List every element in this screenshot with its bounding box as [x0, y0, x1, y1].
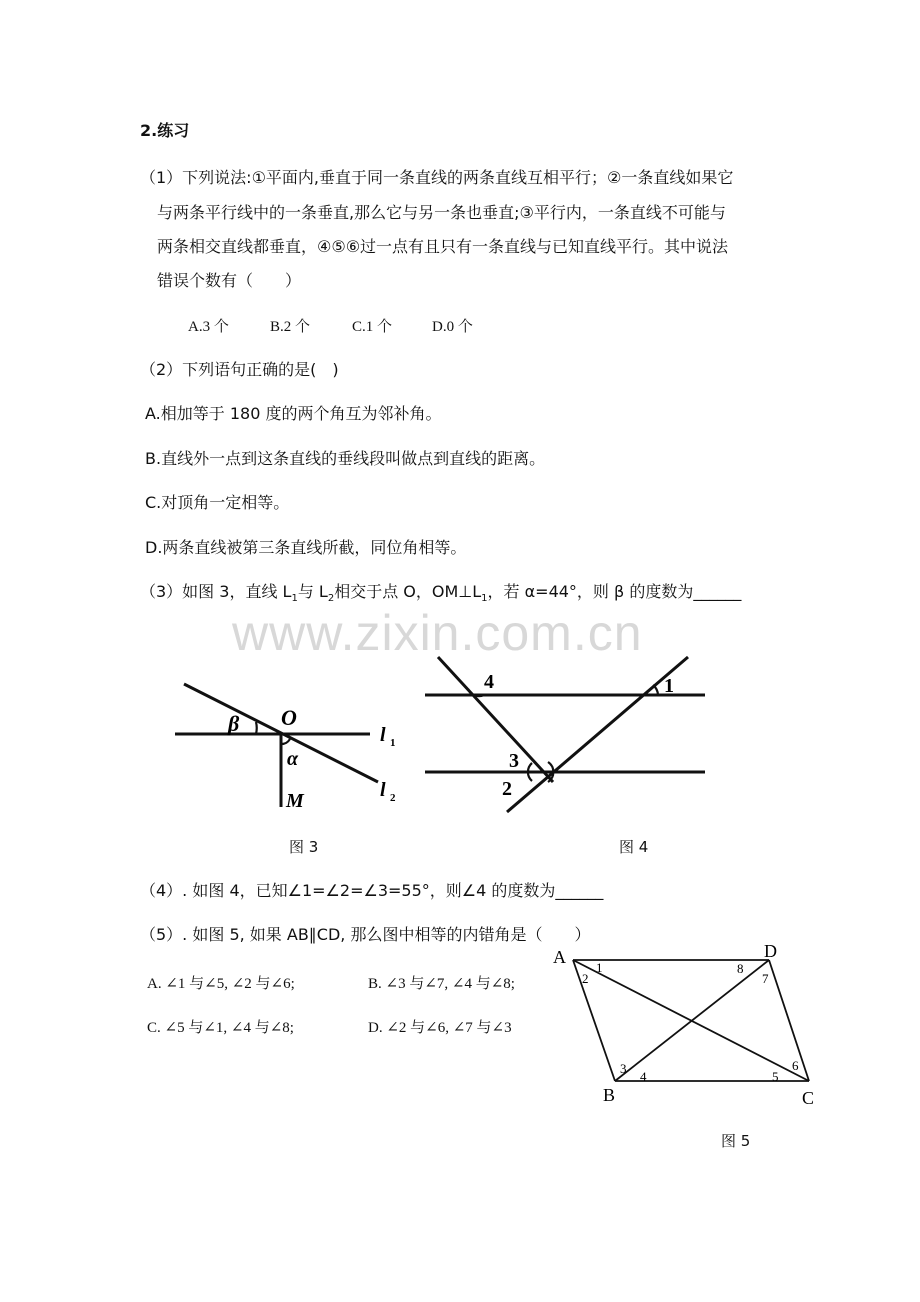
q1-line-4: 错误个数有（ ）: [157, 271, 302, 290]
fig3-label-l1: l: [380, 724, 386, 746]
figure-5: [540, 935, 830, 1115]
q1-option-a: A.3 个: [188, 319, 229, 335]
q1-line-1: （1）下列说法:①平面内,垂直于同一条直线的两条直线互相平行；②一条直线如果它: [140, 168, 734, 187]
q2-stem: （2）下列语句正确的是( ): [140, 360, 339, 379]
fig4-right-transversal: [507, 657, 688, 812]
q2-option-c: C.对顶角一定相等。: [145, 493, 290, 512]
fig5-angle-1: 1: [596, 960, 603, 975]
q5-option-a: A. ∠1 与∠5, ∠2 与∠6;: [147, 976, 295, 992]
fig3-label-l2: l: [380, 779, 386, 801]
fig5-angle-3: 3: [620, 1061, 627, 1076]
q2-option-d: D.两条直线被第三条直线所截，同位角相等。: [145, 538, 467, 557]
fig5-angle-7: 7: [762, 971, 769, 986]
fig3-label-l1-sub: 1: [390, 737, 396, 749]
q1-option-d: D.0 个: [432, 319, 473, 335]
fig5-label-a: A: [553, 947, 566, 967]
section-title: 2.练习: [140, 121, 190, 140]
fig5-angle-5: 5: [772, 1069, 779, 1084]
fig3-label-l2-sub: 2: [390, 792, 396, 804]
fig5-angle-4: 4: [640, 1069, 647, 1084]
q3-stem-part-d: ，若 α=44°，则 β 的度数为______: [487, 582, 742, 601]
q3-sub-2: 2: [327, 593, 335, 605]
q4-stem: （4）. 如图 4，已知∠1=∠2=∠3=55°，则∠4 的度数为______: [140, 881, 604, 900]
watermark: www.zixin.com.cn: [232, 605, 643, 661]
q3-sub-1: 1: [291, 593, 298, 605]
q5-stem: （5）. 如图 5, 如果 AB∥CD, 那么图中相等的内错角是（ ）: [140, 925, 591, 944]
fig4-label-2: 2: [502, 778, 512, 800]
q1-line-3: 两条相交直线都垂直，④⑤⑥过一点有且只有一条直线与已知直线平行。其中说法: [157, 237, 729, 256]
fig4-label-1: 1: [664, 675, 674, 697]
q1-line-2: 与两条平行线中的一条垂直,那么它与另一条也垂直;③平行内，一条直线不可能与: [157, 203, 726, 222]
fig5-label-b: B: [603, 1085, 616, 1105]
q5-option-b: B. ∠3 与∠7, ∠4 与∠8;: [368, 976, 515, 992]
fig3-beta-arc: [256, 722, 257, 734]
fig5-angle-2: 2: [582, 971, 589, 986]
fig5-diagonal-bd: [615, 960, 769, 1081]
figure-3-caption: 图 3: [289, 838, 319, 856]
fig5-angle-6: 6: [792, 1058, 799, 1073]
fig3-label-m: M: [286, 790, 304, 812]
fig3-label-alpha: α: [287, 748, 299, 770]
figure-4: [420, 650, 715, 820]
q3-stem-part-b: 与 L: [297, 582, 328, 601]
figure-3: [170, 675, 410, 825]
fig5-angle-8: 8: [737, 961, 744, 976]
q1-option-c: C.1 个: [352, 319, 393, 335]
q3-stem-part-a: （3）如图 3，直线 L: [140, 582, 292, 601]
q3-stem-part-c: 相交于点 O，OM⊥L: [334, 582, 482, 601]
q5-option-c: C. ∠5 与∠1, ∠4 与∠8;: [147, 1020, 294, 1036]
q1-option-b: B.2 个: [270, 319, 311, 335]
q2-option-a: A.相加等于 180 度的两个角互为邻补角。: [145, 404, 442, 423]
fig3-label-beta: β: [228, 711, 240, 736]
fig5-label-c: C: [802, 1088, 815, 1108]
fig4-label-4: 4: [484, 671, 494, 693]
q3-sub-3: 1: [481, 593, 488, 605]
q5-option-d: D. ∠2 与∠6, ∠7 与∠3: [368, 1020, 512, 1036]
fig3-label-o: O: [281, 705, 297, 730]
fig4-label-3: 3: [509, 750, 519, 772]
figure-5-caption: 图 5: [721, 1132, 751, 1150]
figure-4-caption: 图 4: [619, 838, 649, 856]
q2-option-b: B.直线外一点到这条直线的垂线段叫做点到直线的距离。: [145, 449, 546, 468]
fig4-left-transversal: [438, 657, 553, 782]
fig5-label-d: D: [764, 941, 777, 961]
